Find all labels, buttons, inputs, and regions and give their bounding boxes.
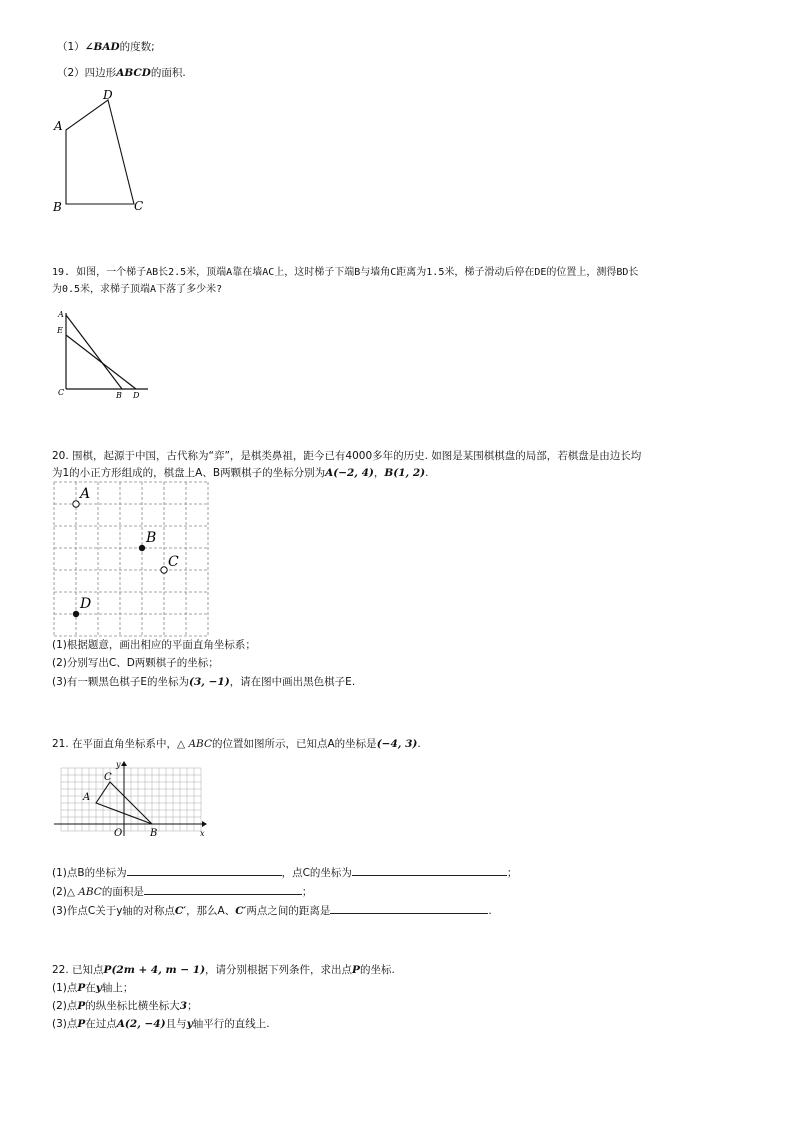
point-c-prime: C′ — [235, 905, 247, 917]
ladder-ab — [66, 315, 122, 389]
q19-text-line2: 为0.5米，求梯子顶端A下落了多少米? — [52, 284, 223, 295]
q19-text-line1: 19. 如图，一个梯子AB长2.5米，顶端A靠在墙AC上，这时梯子下端B与墙角C距离为1.5米，梯子滑动后停在DE的位置上，测得BD长 — [52, 267, 639, 278]
quadrilateral-abcd — [66, 100, 134, 204]
q22-text-line1: 22. 已知点P(2m + 4, m − 1)，请分别根据下列条件，求出点P的坐标. — [52, 964, 395, 976]
coordinate-grid — [61, 768, 201, 831]
q21-coordinate-figure — [52, 758, 208, 840]
label-b: B — [116, 391, 122, 400]
answer-blank-distance[interactable] — [330, 903, 488, 914]
q20-text-line2: 为1的小正方形组成的，棋盘上A、B两颗棋子的坐标分别为A(−2, 4)，B(1, 2). — [52, 467, 429, 479]
label-d: D — [80, 596, 92, 612]
label-c: C — [168, 554, 179, 570]
q20-sub3: (3)有一颗黑色棋子E的坐标为(3, −1)，请在图中画出黑色棋子E. — [52, 676, 356, 688]
ladder-de — [66, 335, 136, 389]
point-b-coord: B(1, 2) — [384, 467, 426, 479]
q21-sub3: (3)作点C关于y轴的对称点C′，那么A、C′两点之间的距离是 . — [52, 905, 492, 917]
point-c-prime: C′ — [174, 905, 187, 917]
q20-sub2: (2)分别写出C、D两颗棋子的坐标； — [52, 657, 219, 669]
label-a: A — [83, 792, 91, 803]
q20-go-board-figure — [52, 480, 212, 640]
q20-sub1: (1)根据题意，画出相应的平面直角坐标系； — [52, 639, 256, 651]
q18-part1: （1）∠BAD的度数; — [57, 41, 155, 53]
q19-ladder-figure — [52, 305, 162, 401]
q22-sub2: (2)点P的纵坐标比横坐标大3； — [52, 1000, 198, 1012]
label-e: E — [57, 326, 63, 335]
q21-sub2: (2)△ ABC的面积是 ； — [52, 886, 313, 898]
label-c: C — [58, 388, 65, 397]
q18-part2: （2）四边形ABCD的面积. — [57, 67, 186, 79]
answer-blank-b-coord[interactable] — [127, 865, 282, 876]
label-x: x — [200, 829, 205, 838]
label-c: C — [134, 199, 144, 213]
q22-sub1: (1)点P在y轴上； — [52, 982, 134, 994]
x-axis-arrow — [202, 821, 207, 827]
point-p: P — [352, 964, 360, 976]
label-c: C — [104, 772, 112, 783]
q22-sub3: (3)点P在过点A(2, −4)且与y轴平行的直线上. — [52, 1018, 270, 1030]
q21-text-line1: 21. 在平面直角坐标系中，△ ABC的位置如图所示，已知点A的坐标是(−4, 3). — [52, 738, 421, 750]
label-b: B — [150, 828, 158, 839]
label-d: D — [133, 391, 140, 400]
label-b: B — [146, 530, 157, 546]
answer-blank-area[interactable] — [144, 884, 302, 895]
triangle-abc: △ ABC — [177, 738, 212, 750]
stone-c-white — [161, 567, 167, 573]
label-y: y — [116, 760, 121, 769]
stone-d-black — [73, 611, 79, 617]
point-a-coord: (−4, 3) — [376, 738, 418, 750]
answer-blank-c-coord[interactable] — [352, 865, 507, 876]
label-a: A — [58, 310, 64, 319]
label-a: A — [80, 486, 91, 502]
point-p-expression: P(2m + 4, m − 1) — [103, 964, 206, 976]
q20-text-line1: 20. 围棋，起源于中国，古代称为“弈”，是棋类鼻祖，距今已有4000多年的历史. 如图是某围棋棋盘的局部，若棋盘是由边长均 — [52, 450, 642, 462]
point-e-coord: (3, −1) — [189, 676, 230, 688]
q18-quadrilateral-figure — [48, 86, 158, 216]
label-d: D — [103, 88, 113, 102]
point-a-coord: A(−2, 4) — [325, 467, 374, 479]
y-axis-arrow — [121, 761, 127, 766]
label-o: O — [114, 828, 123, 839]
label-b: B — [53, 200, 62, 214]
angle-bad: ∠BAD — [84, 41, 120, 53]
stone-b-black — [139, 545, 145, 551]
triangle-abc: △ ABC — [66, 886, 102, 898]
quad-abcd: ABCD — [116, 67, 151, 79]
q21-sub1: (1)点B的坐标为 ，点C的坐标为 ； — [52, 867, 518, 879]
stone-a-white — [73, 501, 79, 507]
label-a: A — [54, 119, 63, 133]
